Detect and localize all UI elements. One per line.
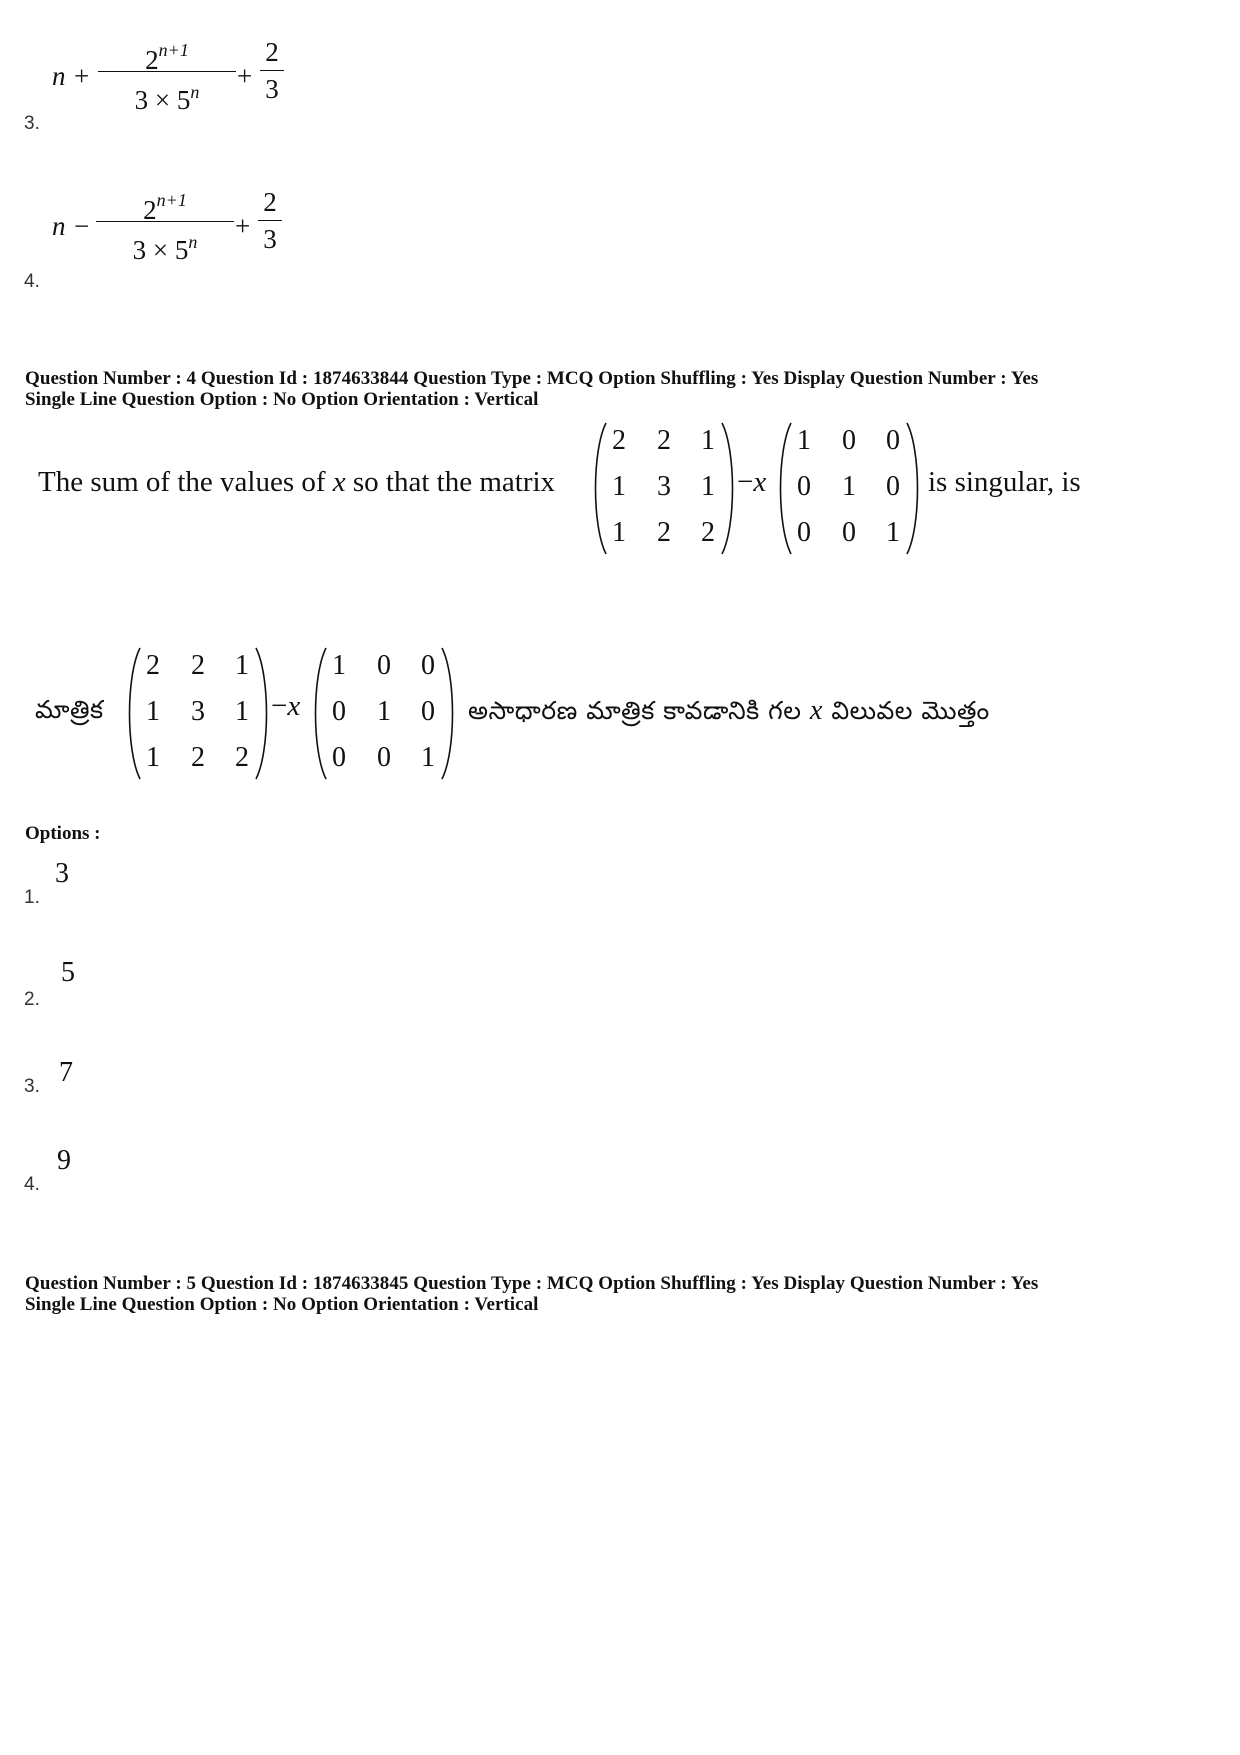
matrix-a-telugu: 2 2 1 1 3 1 1 2 2 [127,646,269,781]
option-number: 1. [24,887,40,908]
fraction: 2 3 [258,184,282,257]
matrix-identity-telugu: 1 0 0 0 1 0 0 0 1 [313,646,455,781]
question-4-meta: Question Number : 4 Question Id : 1874633844 Question Type : MCQ Option Shuffling : Yes Display Question Number : Yes Single Line Question Option : No Option Orientation : Vertical [25,368,1039,410]
option-number: 4. [24,1174,40,1195]
option-value: 3 [55,858,69,889]
question-5-meta: Question Number : 5 Question Id : 1874633845 Question Type : MCQ Option Shuffling : Yes Display Question Number : Yes Single Line Question Option : No Option Orientation : Vertical [25,1273,1039,1315]
matrix-identity: 1 0 0 0 1 0 0 0 1 [778,421,920,556]
option-formula: n + $2^{n+1}$ $3 \times 5^n$ + 2 3 [52,30,252,120]
option-number: 4. [24,271,40,292]
option-formula: n − $2^{n+1}$ $3 \times 5^n$ + 2 3 [52,180,252,270]
option-number: 3. [24,113,40,134]
option-number: 3. [24,1076,40,1097]
fraction: $2^{n+1}$ $3 \times 5^n$ [96,180,234,262]
matrix-a: 2 2 1 1 3 1 1 2 2 [593,421,735,556]
option-number: 2. [24,989,40,1010]
fraction: 2 3 [260,34,284,107]
fraction: $2^{n+1}$ $3 \times 5^n$ [98,30,236,112]
option-value: 5 [61,957,75,988]
option-value: 7 [59,1057,73,1088]
options-label: Options : [25,823,101,844]
option-value: 9 [57,1145,71,1176]
